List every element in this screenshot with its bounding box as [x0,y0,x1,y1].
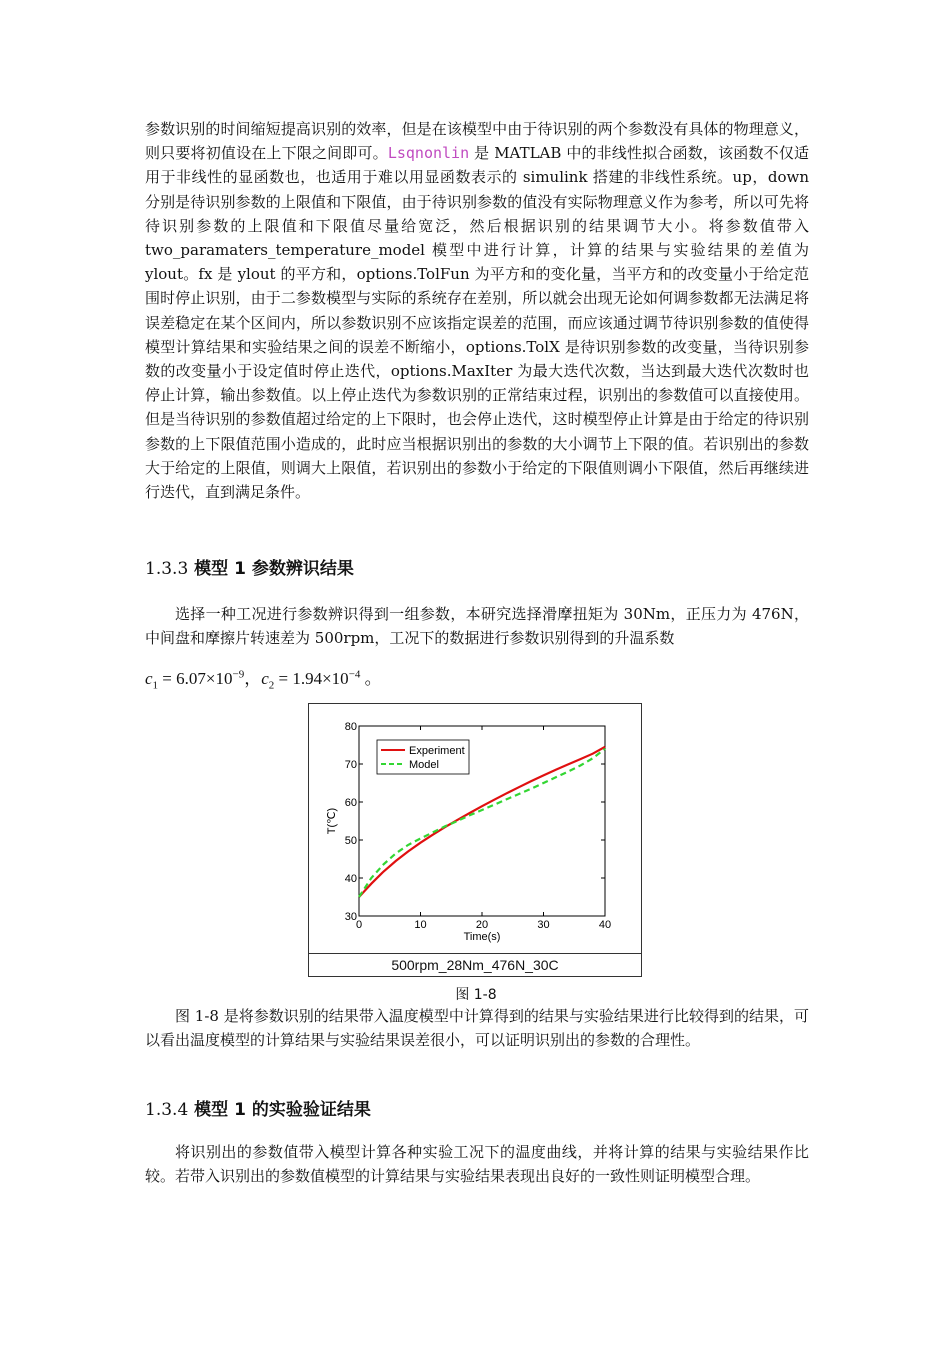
y-tick-label: 80 [344,721,357,733]
formula-c1-subscript: 1 [152,679,159,692]
paragraph-4: 将识别出的参数值带入模型计算各种实验工况下的温度曲线，并将计算的结果与实验结果作比较。若带入识别出的参数值模型的计算结果与实验结果表现出良好的一致性则证明模型合理。 [145,1143,809,1186]
figure-frame [308,703,642,977]
formula-c1-symbol: c [145,669,153,688]
y-axis-label: T(℃) [326,807,338,835]
section-heading-1-3-3 [145,554,354,579]
section-number: 1.3.4 [145,1100,189,1120]
section-title: 模型 1 参数辨识结果 [188,559,354,579]
formula-separator: ， [244,669,262,688]
formula-c2-value: = 1.94×10 [274,669,349,688]
x-tick-label: 0 [355,919,363,931]
legend-label-experiment: Experiment [409,745,465,757]
section-number: 1.3.3 [145,559,189,579]
formula-c1-exponent: −9 [232,668,245,681]
paragraph-3: 图 1-8 是将参数识别的结果带入温度模型中计算得到的结果与实验结果进行比较得到的结果，可以看出温度模型的计算结果与实验结果误差很小，可以证明识别出的参数的合理性。 [145,1007,809,1050]
formula-c2-symbol: c [261,669,269,688]
x-axis-label: Time(s) [463,931,501,943]
y-tick-label: 70 [344,759,357,771]
temperature-chart [309,704,641,954]
coefficient-formula [145,664,382,691]
x-tick-label: 40 [598,919,612,931]
formula-c2-subscript: 2 [268,679,275,692]
y-tick-label: 60 [344,797,357,809]
formula-end: 。 [360,669,382,688]
paragraph-1 [145,117,809,504]
para1-text-b: 是 MATLAB 中的非线性拟合函数，该函数不仅适用于非线性的显函数也，也适用于难以用显函数表示的 simulink 搭建的非线性系统。up，down 分别是待识别参数的上限值和下限值，由于待识别参数的值没有实际物理意义作为参考，所以可先将待识别参数的上限值和下限值尽量给宽泛，然后根据识别的结果调节大小。将参数值带入 two_paramaters_temperature_model 模型中进行计算，计算的结果与实验结果的差值为 ylout。fx 是 ylout 的平方和，options.TolFun 为平方和的变化量，当平方和的改变量小于给定范围时停止识别，由于二参数模型与实际的系统存在差别，所以就会出现无论如何调参数都无法满足将误差稳定在某个区间内，所以参数识别不应该指定误差的范围，而应该通过调节待识别参数的值使得模型计算结果和实验结果之间的误差不断缩小，options.TolX 是待识别参数的改变量，当待识别参数的改变量小于设定值时停止迭代，options.MaxIter 为最大迭代次数，当达到最大迭代次数时也停止计算，输出参数值。以上停止迭代为参数识别的正常结束过程，识别出的参数值可以直接使用。但是当待识别的参数值超过给定的上下限时，也会停止迭代，这时模型停止计算是由于给定的待识别参数的上下限值范围小造成的，此时应当根据识别出的参数的大小调节上下限的值。若识别出的参数大于给定的上限值，则调大上限值，若识别出的参数小于给定的下限值则调小下限值，然后再继续进行迭代，直到满足条件。 [145,144,809,502]
formula-c2-exponent: −4 [348,668,361,681]
figure-label: 图 1-8 [455,987,497,1003]
para1-text-a: 参数识别的时间缩短提高识别的效率，但是在该模型中由于待识别的两个参数没有具体的物理意义，则只要将初值设在上下限之间即可。 [145,120,809,163]
paragraph-2: 选择一种工况进行参数辨识得到一组参数，本研究选择滑摩扭矩为 30Nm，正压力为 476N，中间盘和摩擦片转速差为 500rpm，工况下的数据进行参数识别得到的升温系数 [145,605,809,648]
formula-c1-value: = 6.07×10 [158,669,233,688]
legend-label-model: Model [409,759,439,771]
para1-highlight-term: Lsqnonlin [387,144,470,163]
x-tick-label: 10 [414,919,427,931]
figure-caption-bar: 500rpm_28Nm_476N_30C [308,953,642,977]
section-title: 模型 1 的实验验证结果 [188,1100,371,1120]
y-tick-label: 50 [344,835,357,847]
x-tick-label: 20 [475,919,489,931]
y-tick-label: 30 [344,911,357,923]
x-tick-label: 30 [537,919,550,931]
y-tick-label: 40 [344,873,357,885]
section-heading-1-3-4 [145,1095,371,1120]
